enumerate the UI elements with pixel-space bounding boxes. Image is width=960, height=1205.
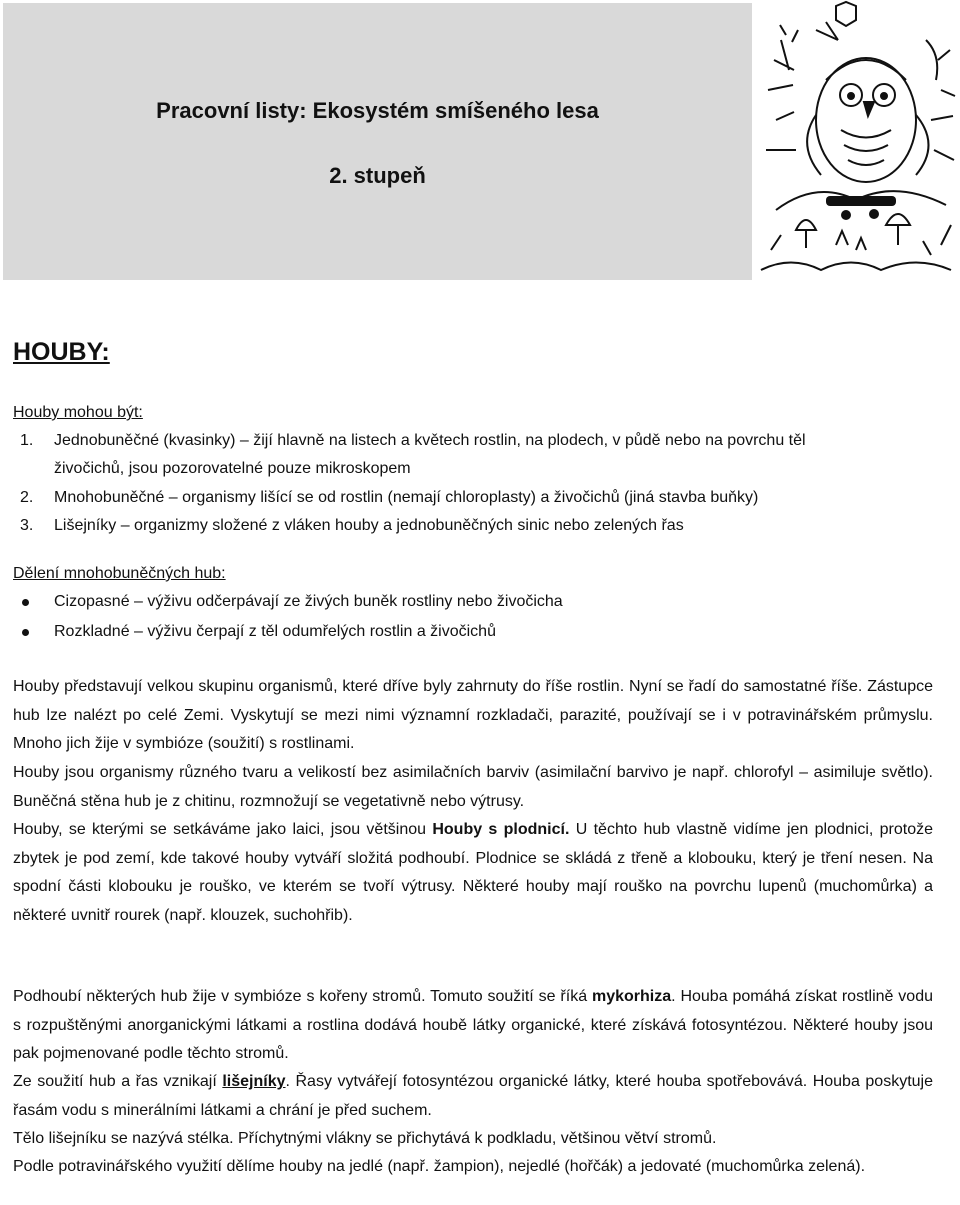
- list-item-line: Lišejníky – organizmy složené z vláken houby a jednobuněčných sinic nebo zelených řas: [54, 517, 684, 534]
- types-intro: Houby mohou být:: [13, 404, 143, 421]
- paragraph-structure: Houby jsou organismy různého tvaru a velikostí bez asimilačních barviv (asimilační barvivo je např. chlorofyl – asimiluje světlo). Buněčná stěna hub je z chitinu, rozmnožují se vegetativně nebo výtrusy.: [13, 764, 933, 810]
- list-item-line: živočichů, jsou pozorovatelné pouze mikroskopem: [54, 460, 411, 477]
- term-fruiting-fungi: Houby s plodnicí.: [432, 821, 570, 838]
- bullet-item: Cizopasné – výživu odčerpávají ze živých buněk rostliny nebo živočicha: [54, 593, 563, 610]
- term-mycorrhiza: mykorhiza: [591, 988, 672, 1005]
- list-number: 2.: [20, 489, 34, 506]
- worksheet-title: Pracovní listy: Ekosystém smíšeného lesa: [156, 98, 599, 123]
- bullet-dot: [22, 629, 29, 636]
- section-title: HOUBY:: [13, 338, 110, 366]
- list-item-line: Mnohobuněčné – organismy lišící se od rostlin (nemají chloroplasty) a živočichů (jiná stavba buňky): [54, 489, 759, 506]
- bullet-item: Rozkladné – výživu čerpají z těl odumřelých rostlin a živočichů: [54, 623, 496, 640]
- paragraph-mycorrhiza: Podhoubí některých hub žije v symbióze s kořeny stromů. Tomuto soužití se říká mykorhiza. Houba pomáhá získat rostlině vodu s rozpuštěnými anorganickými látkami a rostlina dodává houbě látky organické, které získává fotosyntézou. Některé houby jsou pak pojmenované podle těchto stromů.: [13, 988, 934, 1062]
- list-number: 3.: [20, 517, 34, 534]
- paragraph-thallus: Tělo lišejníku se nazývá stélka. Příchytnými vlákny se přichytává k podkladu, většinou větví stromů.: [13, 1130, 717, 1147]
- term-lichens: lišejníky: [222, 1073, 286, 1090]
- paragraph-lichens: Ze soužití hub a řas vznikají lišejníky. Řasy vytvářejí fotosyntézou organické látky, které houba spotřebovává. Houba poskytuje řasám vodu s minerálními látkami a chrání je před suchem.: [13, 1073, 933, 1119]
- grade-label: 2. stupeň: [329, 163, 426, 188]
- list-item-line: Jednobuněčné (kvasinky) – žijí hlavně na listech a květech rostlin, na plodech, v půdě nebo na povrchu těl: [54, 432, 806, 449]
- paragraph-intro: Houby představují velkou skupinu organismů, které dříve byly zahrnuty do říše rostlin. Nyní se řadí do samostatné říše. Zástupce hub lze nalézt po celé Zemi. Vyskytují se mezi nimi významní rozkladači, parazité, používají se i v potravinářském průmyslu. Mnoho jich žije v symbióze (soužití) s rostlinami.: [13, 678, 933, 752]
- paragraph-fruiting-body: Houby, se kterými se setkáváme jako laici, jsou většinou Houby s plodnicí. U těchto hub vlastně vidíme jen plodnici, protože zbytek je pod zemí, kde takové houby vytváří složitá podhoubí. Plodnice se skládá z třeně a klobouku, který je tření nesen. Na spodní části klobouku je rouško, ve kterém se tvoří výtrusy. Některé houby mají rouško na povrchu lupenů (muchomůrka) a některé uvnitř rourek (např. klouzek, suchohřib).: [13, 821, 933, 924]
- list-number: 1.: [20, 432, 34, 449]
- paragraph-edibility: Podle potravinářského využití dělíme houby na jedlé (např. žampion), nejedlé (hořčák) a jedovaté (muchomůrka zelená).: [13, 1158, 866, 1175]
- division-title: Dělení mnohobuněčných hub:: [13, 565, 226, 582]
- header-box: [3, 3, 752, 280]
- bullet-dot: [22, 599, 29, 606]
- owl-forest-illustration: [756, 0, 960, 282]
